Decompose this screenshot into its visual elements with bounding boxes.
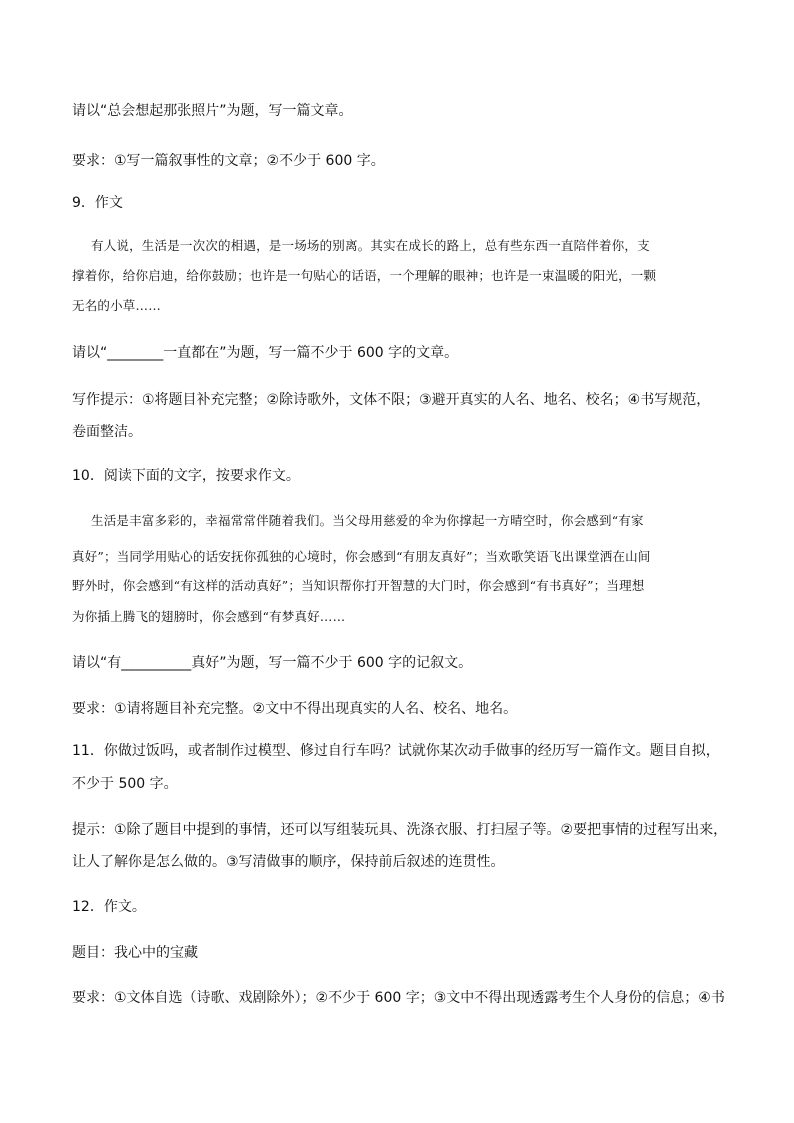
question-12-title: 题目：我心中的宝藏 [72, 945, 198, 961]
passage-9-line-3: 无名的小草…… [72, 298, 161, 313]
question-11-line-2: 不少于 500 字。 [72, 776, 178, 792]
question-11-hint-line-2: 让人了解你是怎么做的。③写清做事的顺序，保持前后叙述的连贯性。 [72, 854, 505, 870]
question-12-requirements: 要求：①文体自选（诗歌、戏剧除外）；②不少于 600 字；③文中不得出现透露考生个人身份的信息；④书 [72, 990, 725, 1006]
question-9-heading: 9．作文 [72, 195, 123, 211]
question-9-hint-line-2: 卷面整洁。 [72, 424, 142, 440]
question-11-line-1: 11．你做过饭吗，或者制作过模型、修过自行车吗？试就你某次动手做事的经历写一篇作文。题目自拟， [72, 743, 720, 759]
question-10-requirements: 要求：①请将题目补充完整。②文中不得出现真实的人名、校名、地名。 [72, 701, 518, 717]
passage-10-line-4: 为你插上腾飞的翅膀时，你会感到“有梦真好…… [72, 609, 346, 624]
prompt-8-requirements: 要求：①写一篇叙事性的文章；②不少于 600 字。 [72, 153, 385, 169]
prompt-8-instruction: 请以“总会想起那张照片”为题，写一篇文章。 [72, 103, 353, 119]
passage-9-line-1: 有人说，生活是一次次的相遇，是一场场的别离。其实在成长的路上，总有些东西一直陪伴着你，支 [91, 238, 650, 253]
question-10-instruction: 请以“有__________真好”为题，写一篇不少于 600 字的记叙文。 [72, 655, 473, 671]
passage-10-line-2: 真好”；当同学用贴心的话安抚你孤独的心境时，你会感到“有朋友真好”；当欢歌笑语飞出课堂洒在山间 [72, 549, 651, 564]
passage-10-line-3: 野外时，你会感到“有这样的活动真好”；当知识帮你打开智慧的大门时，你会感到“有书真好”；当理想 [72, 578, 645, 593]
question-9-hint-line-1: 写作提示：①将题目补充完整；②除诗歌外，文体不限；③避开真实的人名、地名、校名；④书写规范， [72, 392, 711, 408]
passage-10-line-1: 生活是丰富多彩的，幸福常常伴随着我们。当父母用慈爱的伞为你撑起一方晴空时，你会感到“有家 [91, 513, 644, 528]
passage-9-line-2: 撑着你，给你启迪，给你鼓励；也许是一句贴心的话语，一个理解的眼神；也许是一束温暖的阳光，一颗 [72, 268, 657, 283]
question-11-hint-line-1: 提示：①除了题目中提到的事情，还可以写组装玩具、洗涤衣服、打扫屋子等。②要把事情的过程写出来， [72, 822, 728, 838]
question-12-heading: 12．作文。 [72, 899, 146, 915]
question-10-heading: 10．阅读下面的文字，按要求作文。 [72, 468, 300, 484]
question-9-instruction: 请以“________一直都在”为题，写一篇不少于 600 字的文章。 [72, 345, 459, 361]
